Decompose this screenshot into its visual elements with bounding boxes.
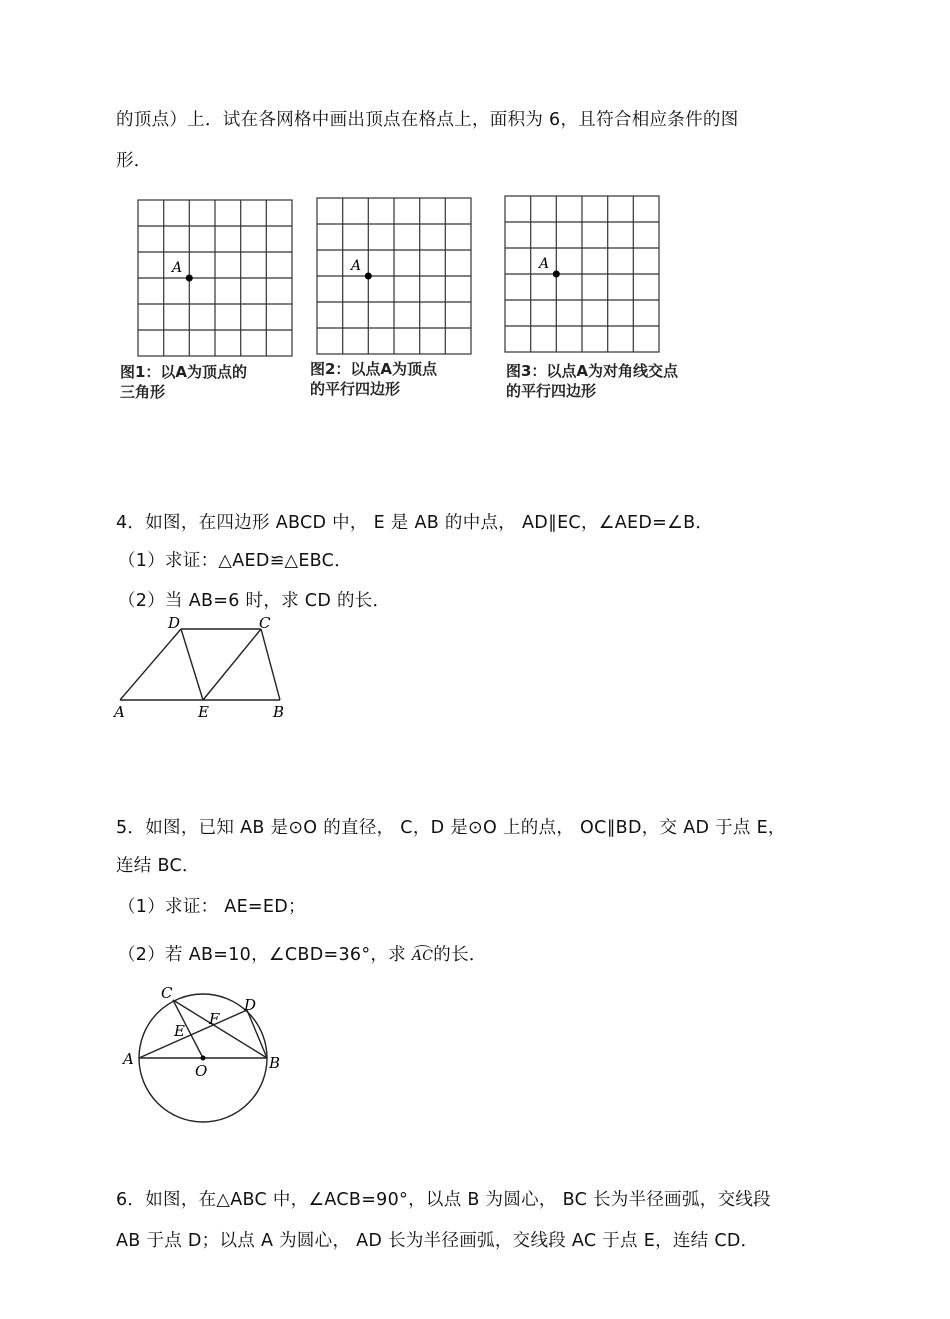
label-e: E <box>174 1022 185 1040</box>
point-a-dot <box>365 273 372 280</box>
q5-part-2-text: （2）若 AB=10，∠CBD=36°，求 <box>118 945 412 965</box>
q6-line-1: 6．如图，在△ABC 中，∠ACB=90°，以点 B 为圆心， BC 长为半径画弧，交线段 <box>116 1190 771 1210</box>
q4-quadrilateral-diagram <box>108 612 298 724</box>
q4-part-1: （1）求证：△AED≌△EBC． <box>118 551 352 571</box>
caption-line: 的平行四边形 <box>506 382 597 400</box>
q4-stem: 4．如图，在四边形 ABCD 中， E 是 AB 的中点， AD∥EC，∠AED=∠B． <box>116 513 714 533</box>
center-o-dot <box>201 1056 206 1061</box>
label-c: C <box>161 984 173 1002</box>
point-a-label: A <box>539 256 550 272</box>
caption-line: 的平行四边形 <box>310 380 401 398</box>
arc-ac-symbol: AC <box>411 948 434 964</box>
label-a: A <box>114 703 125 721</box>
point-a-label: A <box>351 258 362 274</box>
point-a-label: A <box>172 260 183 276</box>
label-b: B <box>269 1054 281 1072</box>
q6-line-2: AB 于点 D；以点 A 为圆心， AD 长为半径画弧，交线段 AC 于点 E，连结 CD． <box>116 1231 759 1251</box>
q5-part-2-end: 的长． <box>433 945 487 965</box>
label-c: C <box>259 614 271 632</box>
caption-line: 三角形 <box>120 383 166 401</box>
caption-line: 图3：以点A为对角线交点 <box>506 362 679 380</box>
label-b: B <box>273 703 285 721</box>
caption-line: 图1：以A为顶点的 <box>120 363 248 381</box>
grid-caption-1 <box>120 362 247 402</box>
label-e: E <box>198 703 209 721</box>
grid-figure-3 <box>504 195 662 355</box>
q5-part-1: （1）求证： AE=ED； <box>118 897 306 917</box>
label-d: D <box>244 996 257 1014</box>
grid-figure-2 <box>316 197 474 357</box>
q5-stem-line-2: 连结 BC． <box>116 856 200 876</box>
grid-caption-2 <box>310 359 437 399</box>
caption-line: 图2：以点A为顶点 <box>310 360 438 378</box>
q5-part-2 <box>118 941 487 966</box>
intro-line-1: 的顶点）上．试在各网格中画出顶点在格点上，面积为 6，且符合相应条件的图 <box>116 110 739 130</box>
point-a-dot <box>186 275 193 282</box>
label-a: A <box>123 1050 134 1068</box>
label-f: F <box>209 1010 220 1028</box>
grid-figure-1 <box>137 199 295 359</box>
label-o: O <box>195 1062 208 1080</box>
intro-line-2: 形． <box>116 151 152 171</box>
point-a-dot <box>553 271 560 278</box>
q4-part-2: （2）当 AB=6 时，求 CD 的长． <box>118 591 391 611</box>
label-d: D <box>168 614 181 632</box>
grid-caption-3 <box>506 361 678 401</box>
q5-circle-diagram <box>115 980 295 1128</box>
q5-stem-line-1: 5．如图，已知 AB 是⊙O 的直径， C，D 是⊙O 上的点， OC∥BD，交 AD 于点 E， <box>116 818 786 838</box>
